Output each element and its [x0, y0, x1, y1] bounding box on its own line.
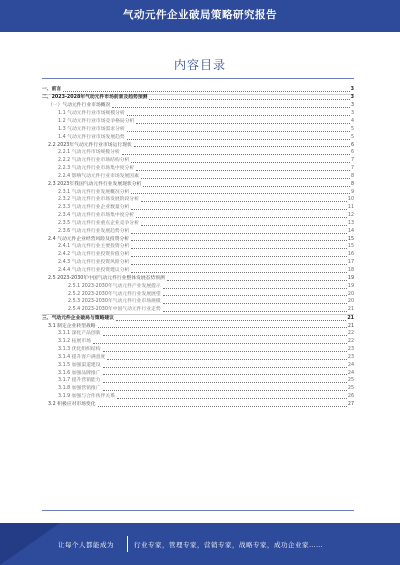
footer-roles: 行业专家，管理专家，营销专家，战略专家，成功企业家…… [134, 541, 323, 549]
toc-entry[interactable] [42, 165, 354, 173]
toc-entry-page: 8 [350, 181, 354, 187]
toc-entry-label: 2.4.2 气动元件行业投资价值分析 [58, 252, 130, 258]
toc-entry-label: 一、前言 [42, 87, 62, 92]
toc-leader-dots [131, 240, 347, 241]
toc-entry[interactable] [42, 323, 354, 331]
toc-entry-label: 3.1.9 加强与合作伙伴关系 [58, 394, 115, 400]
toc-leader-dots [117, 398, 347, 399]
toc-entry-page: 11 [347, 205, 354, 211]
toc-leader-dots [131, 256, 347, 257]
toc-entry[interactable] [42, 354, 354, 362]
toc-entry-page: 21 [347, 323, 354, 329]
toc-entry-label: 2.2.2 气动元件行业市场结构分析 [58, 158, 130, 164]
toc-entry[interactable] [42, 204, 354, 212]
toc-entry-label: 2.5.3 2023-2030年气动元件行业市场规模 [68, 299, 161, 305]
toc-bottom-rule [42, 510, 354, 511]
toc-entry[interactable] [42, 157, 354, 165]
toc-entry-label: 2.3.3 气动元件行业企业数量分析 [58, 205, 130, 211]
toc-entry-page: 22 [347, 339, 354, 345]
toc-entry[interactable] [42, 181, 354, 189]
toc-leader-dots [93, 343, 347, 344]
toc-entry-page: 10 [347, 197, 354, 203]
toc-entry-page: 8 [350, 173, 354, 179]
toc-entry-page: 19 [347, 283, 354, 289]
toc-leader-dots [149, 99, 349, 100]
toc-entry[interactable] [42, 283, 354, 291]
toc-entry-page: 23 [347, 347, 354, 353]
toc-entry-label: 2.2.4 影响气动元件行业市场发展因素 [58, 173, 139, 179]
toc-leader-dots [103, 390, 347, 391]
toc-entry[interactable] [42, 94, 354, 102]
toc-leader-dots [103, 351, 347, 352]
toc-entry[interactable] [42, 267, 354, 275]
toc-entry-page: 21 [347, 307, 354, 313]
toc-entry[interactable] [42, 236, 354, 244]
toc-entry-page: 25 [347, 386, 354, 392]
toc-entry-page: 14 [347, 228, 354, 234]
toc-entry[interactable] [42, 298, 354, 306]
footer-divider [127, 536, 128, 552]
toc-entry[interactable] [42, 306, 354, 314]
toc-entry[interactable] [42, 134, 354, 142]
toc-top-rule [42, 78, 354, 79]
toc-entry-label: 3.2 积极应对市场变化 [48, 401, 96, 407]
toc-leader-dots [141, 201, 347, 202]
footer-slogan: 让每个人都能成为 [58, 541, 114, 549]
toc-entry-page: 12 [347, 213, 354, 219]
toc-entry[interactable] [42, 149, 354, 157]
toc-entry-label: 2.3.1 气动元件行业发展概况分析 [58, 189, 130, 195]
toc-entry[interactable] [42, 315, 354, 323]
toc-leader-dots [122, 154, 350, 155]
toc-entry-page: 6 [350, 142, 354, 148]
toc-entry-label: 2.5.1 2023-2030年气动元件产业发展提示 [68, 283, 161, 289]
toc-leader-dots [131, 264, 347, 265]
toc-entry[interactable] [42, 346, 354, 354]
toc-entry-label: 2.4.3 气动元件行业投资风险分析 [58, 260, 130, 266]
toc-entry-label: 3.1.4 提升客户满意度 [58, 354, 106, 360]
toc-entry-page: 15 [347, 236, 354, 242]
toc-entry-label: 三、气动元件企业破局与策略建议 [42, 315, 114, 321]
toc-entry-label: 2.4.1 气动元件行业主要投资分析 [58, 244, 130, 250]
toc-entry[interactable] [42, 338, 354, 346]
toc-entry[interactable] [42, 173, 354, 181]
toc-entry[interactable] [42, 142, 354, 150]
toc-entry[interactable] [42, 370, 354, 378]
toc-entry-label: 3.1.8 加强营销推广 [58, 386, 101, 392]
toc-leader-dots [131, 193, 350, 194]
toc-leader-dots [131, 248, 347, 249]
toc-entry[interactable] [42, 330, 354, 338]
toc-entry-page: 26 [347, 394, 354, 400]
toc-entry-label: 2.5.4 2023-2030年中国气动元件行业走势 [68, 307, 161, 313]
toc-leader-dots [163, 303, 347, 304]
toc-entry[interactable] [42, 118, 354, 126]
toc-entry-label: 2.3.2 气动元件行业市场发展阶段分析 [58, 197, 139, 203]
toc-leader-dots [136, 170, 350, 171]
toc-entry[interactable] [42, 401, 354, 409]
toc-entry-label: 2.3.5 气动元件行业重点企业竞争分析 [58, 220, 139, 226]
toc-leader-dots [103, 374, 347, 375]
toc-entry-label: 2.3.6 气动元件行业发展趋势分析 [58, 228, 130, 234]
toc-entry-page: 21 [347, 315, 354, 321]
toc-entry-label: 3.1 制定企业转型战略 [48, 323, 96, 329]
toc-entry-label: 1.2 气动元件行业市场竞争格局分析 [58, 118, 135, 124]
table-of-contents [42, 86, 354, 514]
toc-entry[interactable] [42, 393, 354, 401]
toc-entry[interactable] [42, 110, 354, 118]
toc-entry-label: 2.5 2023-2030年中国气动元件行业整体发展态势预测 [48, 275, 165, 281]
toc-entry-label: 2.4.4 气动元件行业投资建议分析 [58, 268, 130, 273]
toc-entry[interactable] [42, 212, 354, 220]
toc-entry-page: 13 [347, 220, 354, 226]
toc-entry-label: 2.2 2023年气动元件行业市场运行现状 [48, 142, 132, 148]
toc-leader-dots [127, 131, 350, 132]
toc-leader-dots [163, 311, 347, 312]
toc-leader-dots [131, 233, 347, 234]
toc-entry-page: 18 [347, 268, 354, 273]
toc-entry-page: 6 [350, 150, 354, 156]
report-title: 气动元件企业破局策略研究报告 [123, 9, 277, 21]
toc-entry-page: 5 [350, 134, 354, 140]
toc-entry-label: 2.2.3 气动元件行业市场集中度分析 [58, 166, 135, 172]
toc-leader-dots [131, 162, 350, 163]
toc-entry-label: 3.1.3 优化组织结构 [58, 347, 101, 353]
toc-entry-page: 25 [347, 378, 354, 384]
toc-entry-page: 23 [347, 354, 354, 360]
toc-entry-page: 7 [350, 166, 354, 172]
toc-leader-dots [107, 359, 347, 360]
toc-entry-page: 3 [350, 111, 354, 117]
toc-entry[interactable] [42, 259, 354, 267]
toc-entry-label: 1.3 气动元件行业市场需求分析 [58, 126, 125, 132]
toc-entry[interactable] [42, 251, 354, 259]
footer-bar [0, 523, 400, 565]
toc-entry-page: 17 [347, 260, 354, 266]
toc-entry-page: 24 [347, 362, 354, 368]
toc-entry[interactable] [42, 243, 354, 251]
toc-entry-label: 3.1.5 加强渠道建设 [58, 362, 101, 368]
toc-leader-dots [141, 178, 350, 179]
toc-entry-page: 22 [347, 331, 354, 337]
footer-decoration [0, 523, 60, 565]
toc-entry-page: 19 [347, 275, 354, 281]
toc-entry-page: 9 [350, 189, 354, 195]
toc-leader-dots [163, 288, 347, 289]
toc-entry[interactable] [42, 196, 354, 204]
toc-leader-dots [103, 367, 347, 368]
toc-entry-label: 3.1.6 加强品牌推广 [58, 370, 101, 376]
toc-entry-page: 3 [350, 87, 354, 92]
toc-leader-dots [134, 146, 350, 147]
toc-leader-dots [112, 107, 350, 108]
toc-entry[interactable] [42, 362, 354, 370]
toc-entry-label: 3.1.1 深化产品创新 [58, 331, 101, 337]
toc-entry-page: 15 [347, 244, 354, 250]
toc-entry-page: 3 [350, 103, 354, 109]
toc-leader-dots [98, 406, 347, 407]
toc-leader-dots [136, 123, 350, 124]
toc-leader-dots [143, 186, 350, 187]
toc-heading: 内容目录 [173, 58, 226, 72]
toc-entry-label: 3.1.7 提升营销能力 [58, 378, 101, 384]
toc-entry-label: 2.4 气动元件企业经营风险及投资分析 [48, 236, 130, 242]
toc-leader-dots [127, 139, 350, 140]
toc-entry-page: 5 [350, 126, 354, 132]
toc-entry-label: （一）气动元件行业市场概况 [48, 103, 111, 109]
toc-leader-dots [103, 335, 347, 336]
toc-leader-dots [131, 209, 347, 210]
toc-entry[interactable] [42, 275, 354, 283]
toc-entry-label: 3.1.2 拓展市场 [58, 339, 91, 345]
toc-entry-page: 24 [347, 370, 354, 376]
toc-entry-page: 3 [350, 95, 354, 101]
toc-entry-page: 4 [350, 118, 354, 124]
toc-leader-dots [63, 91, 349, 92]
toc-entry-page: 7 [350, 158, 354, 164]
toc-entry[interactable] [42, 385, 354, 393]
toc-leader-dots [131, 272, 347, 273]
header-bar [0, 0, 400, 32]
toc-entry-page: 27 [347, 401, 354, 407]
toc-entry-label: 2.5.2 2023-2030年气动元件行业发展展望 [68, 291, 161, 297]
toc-entry-label: 1.1 气动元件行业市场规模分析 [58, 111, 125, 117]
toc-leader-dots [136, 217, 347, 218]
toc-entry[interactable] [42, 86, 354, 94]
toc-entry-label: 2.3 2023年我国气动元件行业发展现状分析 [48, 181, 142, 187]
toc-leader-dots [127, 115, 350, 116]
toc-entry-label: 2.3.4 气动元件行业市场集中度分析 [58, 213, 135, 219]
toc-entry[interactable] [42, 102, 354, 110]
toc-entry-label: 1.4 气动元件行业市场发展趋势 [58, 134, 125, 140]
toc-entry-page: 16 [347, 252, 354, 258]
toc-entry[interactable] [42, 220, 354, 228]
toc-entry-page: 20 [347, 299, 354, 305]
toc-entry-label: 2.2.1 气动元件市场规模分析 [58, 150, 120, 156]
toc-leader-dots [103, 382, 347, 383]
toc-entry[interactable] [42, 126, 354, 134]
toc-leader-dots [116, 320, 346, 321]
toc-leader-dots [167, 280, 347, 281]
toc-entry[interactable] [42, 291, 354, 299]
toc-leader-dots [141, 225, 347, 226]
toc-entry[interactable] [42, 228, 354, 236]
toc-entry-page: 20 [347, 291, 354, 297]
toc-entry-label: 二、2023-2028年气动元件市场前景及趋势预测 [42, 95, 148, 101]
toc-leader-dots [163, 295, 347, 296]
toc-entry[interactable] [42, 189, 354, 197]
toc-entry[interactable] [42, 377, 354, 385]
toc-leader-dots [98, 327, 347, 328]
